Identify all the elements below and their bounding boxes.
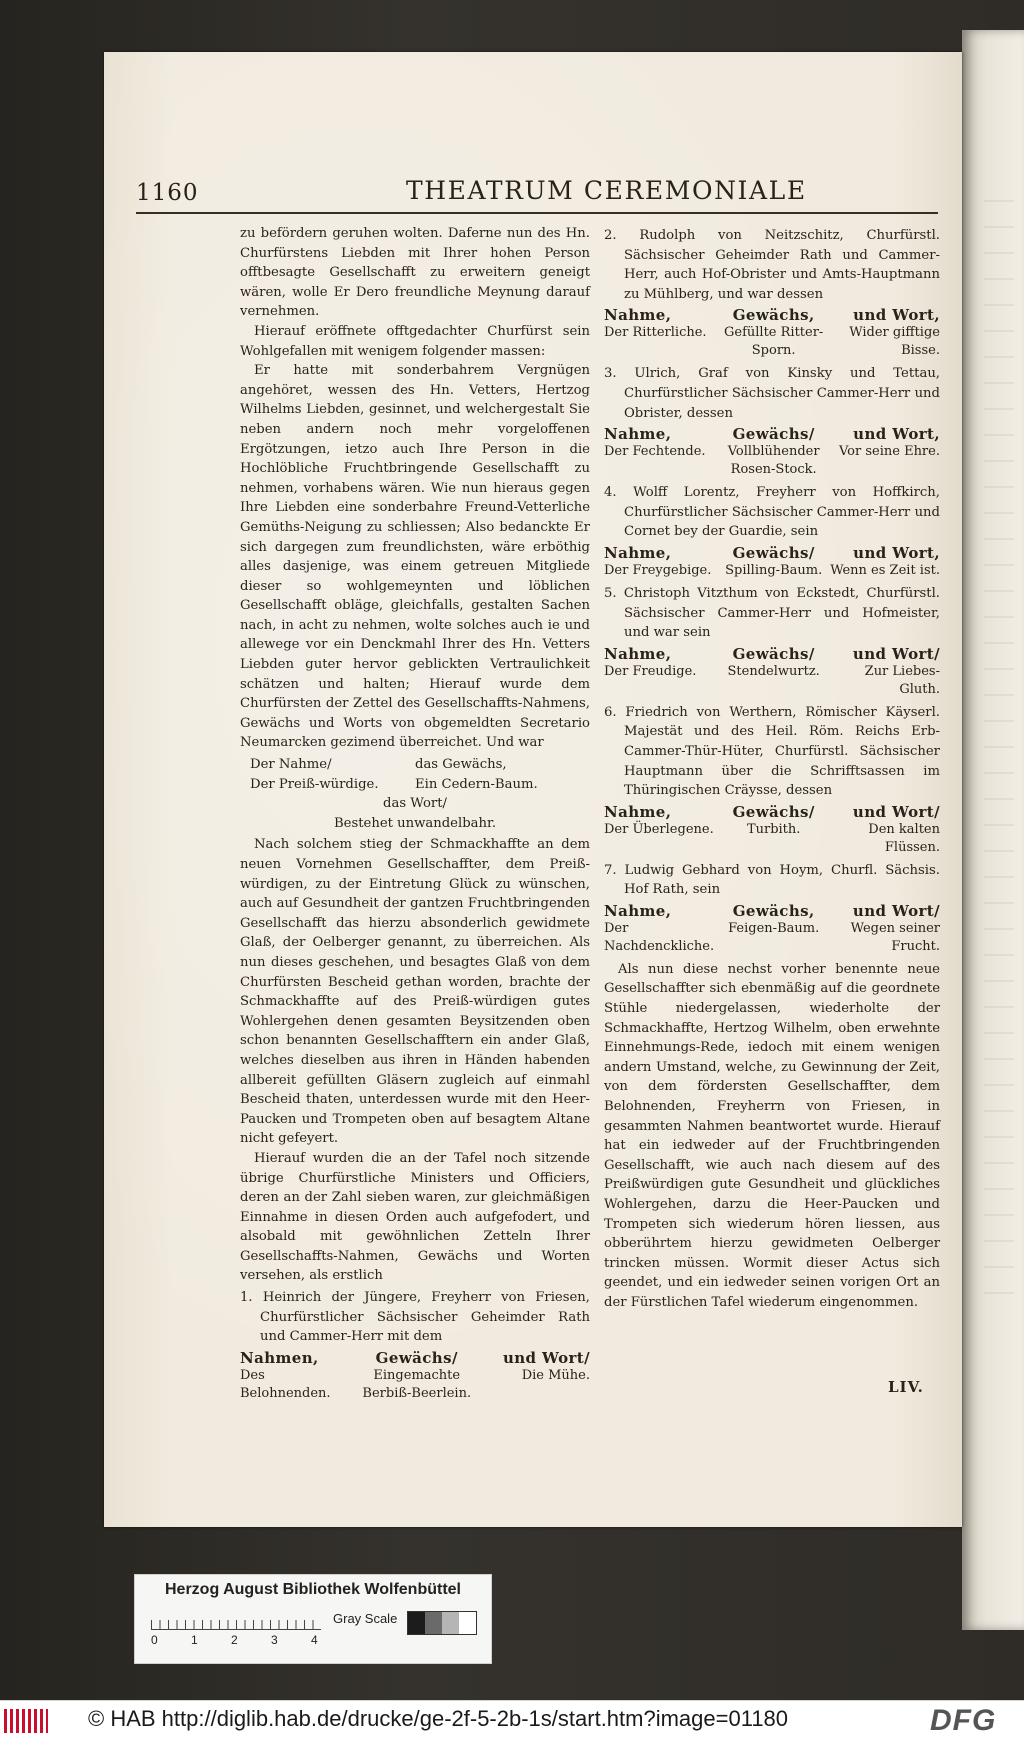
header-word: und Wort/ [852,644,940,663]
header-name: Nahme, [604,543,672,562]
motto-table [604,306,940,360]
paragraph: Hierauf eröffnete offtgedachter Churfürst sein Wohlgefallen mit wenigem folgender massen: [240,323,590,359]
motto-table [604,803,940,857]
value-name: Der Freygebige. [604,562,712,578]
ruler-tick: 4 [311,1633,318,1647]
ruler-tick: 3 [271,1633,278,1647]
motto-table [604,544,940,580]
header-name: Nahme, [604,802,672,821]
list-item: 4. Wolff Lorentz, Freyherr von Hoffkirch, Churfürstlicher Sächsischer Cammer-Herr und Cornet bey der Guardie, sein [604,485,940,540]
paragraph: Als nun diese nechst vorher benennte neue Gesellschaffter sich ebenmäßig auf die geordnete Stühle niedergelassen, wiederholte der Schmackhaffte, Hertzog Wilhelm, oben erwehnte Einnehmungs-Rede, iedoch mit einem wenigen andern Umstand, welche, zu Gewinnung der Zeit, von dem fördersten Gesellschaffter, dem Belohnenden, Freyherrn von Friesen, in gesammten Nahmen beantwortet wurde. Hierauf hat ein iedweder auf der Fruchtbringenden Gesellschafft, wie auch nach diesem auf des Preißwürdigen gute Gesundheit und glückliches Wohlergehen, darzu die Heer-Paucken und Trompeten sich wiederum hören liessen, aus obberührtem hierzu gewidmeten Oelberger trincken müssen. Wormit dieser Actus sich geendet, und ein iedweder seinen vorigen Ort an der Fürstlichen Tafel wiederum eingenommen. [604,961,940,1310]
list-item: 2. Rudolph von Neitzschitz, Churfürstl. Sächsischer Geheimder Rath und Cammer-Herr, auch Hof-Obrister und Amts-Hauptmann zu Mühlberg, und war dessen [604,228,940,302]
motto-plant-label: das Gewächs, [415,757,507,773]
left-column [240,224,590,1407]
value-word: Wenn es Zeit ist. [830,562,940,578]
catchword: LIV. [888,1378,924,1396]
next-page-edge [962,30,1024,1630]
dfg-logo: DFG [930,1704,997,1737]
paragraph: Er hatte mit sonderbahrem Vergnügen angehöret, wessen des Hn. Vetters, Hertzog Wilhelms Liebden, gesinnet, und welchergestalt Sie neben andern noch mehr vorgeloffenen Ergötzungen, ietzo auch Ihre Person in die Hochlöbliche Fruchtbringende Gesellschafft zu nehmen, vorhabens wären. Wie nun hieraus gegen Ihre Liebden eine sonderbahre Freund-Vetterliche Gemüths-Neigung zu schliessen; Also bedanckte Er sich dargegen zum freundlichsten, wäre erböthig alles dasjenige, was einem getreuen Mitgliede dieser so wohlgemeynten und löblichen Gesellschafft obläge, gleichfalls, gestalten Sachen nach, in acht zu nehmen, wolte solches auch ie und allewege vor ein Denckmahl Ihrer des Hn. Vetters Liebden guter hervor geblickten Vertraulichkeit schätzen und halten; Hierauf wurde dem Churfürsten der Zettel des Gesellschaffts-Nahmens, Gewächs und Worts von obgemeldten Secretario Neumarcken gezimend überreichet. Und war [240,363,590,751]
gray-scale-label: Gray Scale [333,1611,398,1626]
header-word: und Wort, [853,425,940,444]
header-plant: Gewächs, [732,306,815,325]
value-plant: Vollblühender Rosen-Stock. [727,444,820,478]
hab-logo-icon [4,1709,48,1733]
header-word: und Wort/ [502,1348,590,1367]
value-name: Des Belohnenden. [240,1367,331,1401]
header-name: Nahme, [604,425,672,444]
page-title: THEATRUM CEREMONIALE [406,176,807,205]
header-word: und Wort, [853,306,940,325]
paragraph: zu befördern geruhen wolten. Daferne nun des Hn. Churfürstens Liebden mit Ihrer hohen Person offtbesagte Gesellschafft zu erweitern geneigt wären, wolle Er Dero freundliche Meynung darauf vernehmen. [240,226,590,320]
header-plant: Gewächs/ [732,644,815,663]
footer-bar [0,1700,1024,1740]
value-plant: Eingemachte Berbiß-Beerlein. [362,1367,472,1401]
value-plant: Spilling-Baum. [725,562,823,578]
page-number: 1160 [136,180,199,206]
motto-table [604,645,940,699]
value-name: Der Überlegene. [604,821,714,837]
motto-table [240,1349,590,1403]
right-column [604,224,940,1313]
header-plant: Gewächs, [732,901,815,920]
value-word: Den kalten Flüssen. [868,821,940,855]
header-word: und Wort/ [852,901,940,920]
motto-block [240,755,590,833]
ruler-tick: 0 [151,1633,158,1647]
header-name: Nahme, [604,901,672,920]
list-item: 5. Christoph Vitzthum von Eckstedt, Churfürstl. Sächsischer Cammer-Herr und Hofmeister, und war sein [604,585,940,641]
motto-table [604,425,940,479]
value-name: Der Ritterliche. [604,325,707,341]
list-item: 3. Ulrich, Graf von Kinsky und Tettau, Churfürstlicher Sächsischer Cammer-Herr und Obrister, dessen [604,366,940,421]
value-name: Der Fechtende. [604,444,706,460]
library-name: Herzog August Bibliothek Wolfenbüttel [165,1581,461,1598]
value-plant: Turbith. [746,821,801,837]
footer-copyright-link[interactable]: © HAB http://diglib.hab.de/drucke/ge-2f-5-2b-1s/start.htm?image=01180 [88,1706,789,1731]
header-name: Nahmen, [240,1348,319,1367]
header-word: und Wort/ [852,802,940,821]
value-name: Der Freudige. [604,663,697,679]
value-word: Die Mühe. [521,1367,590,1383]
value-name: Der Nachdenckliche. [604,920,715,954]
running-head [136,176,938,214]
header-name: Nahme, [604,644,672,663]
motto-word-value: Bestehet unwandelbahr. [333,815,497,831]
list-item: 6. Friedrich von Werthern, Römischer Käyserl. Majestät und des Heil. Röm. Reichs Erb-Cammer-Thür-Hüter, Churfürstl. Sächsischer Hauptmann über die Schrifftsassen im Thüringischen Cräysse, dessen [604,704,940,799]
ruler-icon [151,1611,321,1630]
motto-name-value: Der Preiß-würdige. [250,776,379,792]
value-plant: Feigen-Baum. [728,920,820,936]
paragraph: Hierauf wurden die an der Tafel noch sitzende übrige Churfürstliche Ministers und Officiers, deren an der Zahl sieben waren, zur gleichmäßigen Einnahme in diesen Orden auch aufgefodert, und alsobald mit gewöhnlichen Zetteln Ihrer Gesellschaffts-Nahmen, Gewächs und Worten versehen, als erstlich [240,1150,590,1284]
header-name: Nahme, [604,306,672,325]
ruler-tick: 1 [191,1633,198,1647]
header-plant: Gewächs/ [375,1348,458,1367]
color-scale-card [134,1574,492,1664]
value-word: Vor seine Ehre. [838,444,940,460]
value-plant: Stendelwurtz. [727,663,820,679]
header-word: und Wort, [853,543,940,562]
list-item: 7. Ludwig Gebhard von Hoym, Churfl. Sächsis. Hof Rath, sein [604,862,940,898]
motto-name-label: Der Nahme/ [250,757,332,773]
motto-word-label: das Wort/ [383,796,447,812]
value-word: Zur Liebes-Gluth. [864,663,940,697]
paragraph: Nach solchem stieg der Schmackhaffte an dem neuen Vornehmen Gesellschaffter, dem Preiß-würdigen, zu der Eintretung Glück zu wünschen, auch auf Gesundheit der gantzen Fruchtbringenden Gesellschafft das hierzu absonderlich gewidmete Glaß, der Oelberger genannt, zu überreichen. Als nun dieses geschehen, und besagtes Glaß von dem Churfürsten Bescheid gethan worden, brachte der Schmackhaffte auf des Preiß-würdigen gutes Wohlergehen denen gesamten Beysitzenden oben schon benannten Gesellschafftern ein ander Glaß, welches dieselben aus ihren in Händen habenden allbereit gefüllten Gläsern zugleich auf einmahl Bescheid thaten, unterdessen wurde mit den Heer-Paucken und Trompeten oben auf besagtem Altane nicht gefeyert. [240,837,590,1147]
header-plant: Gewächs/ [732,802,815,821]
list-item: 1. Heinrich der Jüngere, Freyherr von Friesen, Churfürstlicher Sächsischer Geheimder Rath und Cammer-Herr mit dem [240,1290,590,1345]
value-plant: Gefüllte Ritter-Sporn. [724,325,824,359]
motto-plant-value: Ein Cedern-Baum. [415,776,538,792]
motto-table [604,902,940,956]
value-word: Wegen seiner Frucht. [850,920,940,954]
ruler-tick: 2 [231,1633,238,1647]
gray-scale-swatches [407,1611,477,1635]
header-plant: Gewächs/ [732,543,815,562]
header-plant: Gewächs/ [732,425,815,444]
value-word: Wider gifftige Bisse. [849,325,940,359]
